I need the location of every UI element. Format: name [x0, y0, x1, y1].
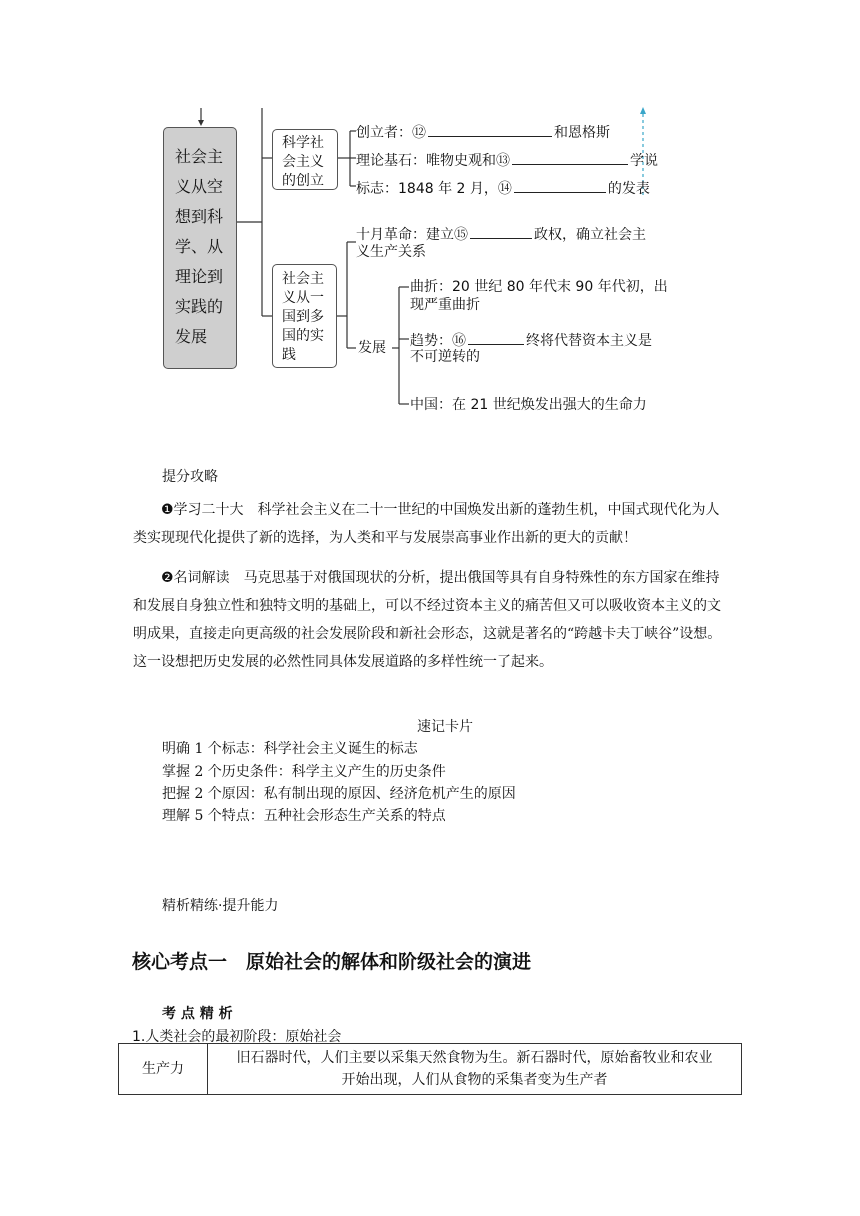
branch2-line: 义从一 — [282, 290, 324, 306]
trend-line2: 不可逆转的 — [410, 349, 480, 365]
main-topic-line: 学、从 — [175, 237, 224, 256]
branch1-box — [272, 129, 338, 190]
branch2-line: 践 — [282, 347, 296, 363]
primitive-society-table — [118, 1043, 742, 1095]
main-topic-line: 想到科 — [175, 207, 224, 226]
twist-line1: 曲折：20 世纪 80 年代末 90 年代初，出 — [410, 279, 668, 295]
blank-16 — [468, 330, 524, 345]
branch2-line: 国的实 — [282, 328, 324, 344]
blank-12 — [428, 122, 552, 137]
october-revolution-line2: 义生产关系 — [356, 244, 426, 260]
twist-line2: 现严重曲折 — [410, 297, 480, 313]
branch1-line: 科学社 — [282, 135, 324, 151]
card-line-3: 把握 2 个原因：私有制出现的原因、经济危机产生的原因 — [162, 786, 516, 802]
blank-13 — [512, 150, 628, 165]
branch2-line: 社会主 — [282, 271, 324, 287]
concept-diagram — [0, 0, 860, 430]
practice-heading: 精析精练·提升能力 — [162, 898, 279, 914]
branch2-line: 国到多 — [282, 309, 324, 325]
top-arrow-head — [198, 120, 204, 126]
develop-label: 发展 — [358, 340, 386, 356]
tips-heading: 提分攻略 — [162, 469, 218, 485]
blank-15 — [470, 224, 532, 239]
table-row-line: 开始出现，人们从食物的采集者变为生产者 — [341, 1072, 608, 1088]
card-line-1: 明确 1 个标志：科学社会主义诞生的标志 — [162, 741, 418, 757]
tips-item-1-text: 科学社会主义在二十一世纪的中国焕发出新的蓬勃生机，中国式现代化为人类实现现代化提供了新的选择，为人类和平与发展崇高事业作出新的更大的贡献！ — [133, 502, 720, 546]
branch1-item-foundation: 理论基石：唯物史观和⑬ 学说 — [356, 150, 658, 170]
tips-item-2-text: 马克思基于对俄国现状的分析，提出俄国等具有自身特殊性的东方国家在维持和发展自身独立性和独特文明的基础上，可以不经过资本主义的痛苦但又可以吸收资本主义的文明成果，直接走向更高级的社会发展阶段和新社会形态，这就是著名的“跨越卡夫丁峡谷”设想。这一设想把历史发展的必然性同具体发展道路的多样性统一了起来。 — [133, 570, 722, 670]
tips-item-1-label: ❶学习二十大 — [161, 502, 244, 518]
branch1-line: 的创立 — [282, 173, 324, 189]
branch1-item-founder: 创立者：⑫ 和恩格斯 — [356, 122, 610, 142]
sub-heading: 1.人类社会的最初阶段：原始社会 — [132, 1029, 342, 1045]
core-title: 核心考点一 原始社会的解体和阶级社会的演进 — [132, 951, 532, 973]
tips-item-2-label: ❷名词解读 — [161, 570, 230, 586]
tips-item-1 — [133, 496, 733, 552]
table-row-line: 旧石器时代，人们主要以采集天然食物为生。新石器时代，原始畜牧业和农业 — [236, 1050, 713, 1066]
blank-14 — [514, 178, 606, 193]
branch1-line: 会主义 — [282, 154, 324, 170]
card-title: 速记卡片 — [417, 719, 473, 735]
main-topic-line: 义从空 — [175, 177, 224, 196]
branch1-item-mark: 标志：1848 年 2 月，⑭ 的发表 — [356, 178, 650, 198]
main-topic-line: 实践的 — [175, 297, 224, 316]
table-row — [119, 1044, 742, 1095]
main-topic-line: 理论到 — [175, 267, 224, 286]
october-revolution-line1: 十月革命：建立⑮ 政权，确立社会主 — [356, 224, 646, 244]
analysis-heading: 考 点 精 析 — [162, 1006, 233, 1022]
card-line-2: 掌握 2 个历史条件：科学主义产生的历史条件 — [162, 764, 446, 780]
table-row-label: 生产力 — [119, 1044, 208, 1095]
branch2-box — [272, 264, 337, 368]
china-line: 中国：在 21 世纪焕发出强大的生命力 — [410, 397, 647, 413]
main-topic-line: 社会主 — [175, 147, 224, 166]
trend-line1: 趋势：⑯ 终将代替资本主义是 — [410, 330, 652, 350]
tips-item-2 — [133, 564, 733, 676]
card-line-4: 理解 5 个特点：五种社会形态生产关系的特点 — [162, 808, 446, 824]
main-topic-box — [163, 127, 237, 369]
main-topic-line: 发展 — [175, 327, 208, 346]
dashed-arrow-head — [640, 107, 646, 114]
table-row-content — [208, 1044, 742, 1095]
